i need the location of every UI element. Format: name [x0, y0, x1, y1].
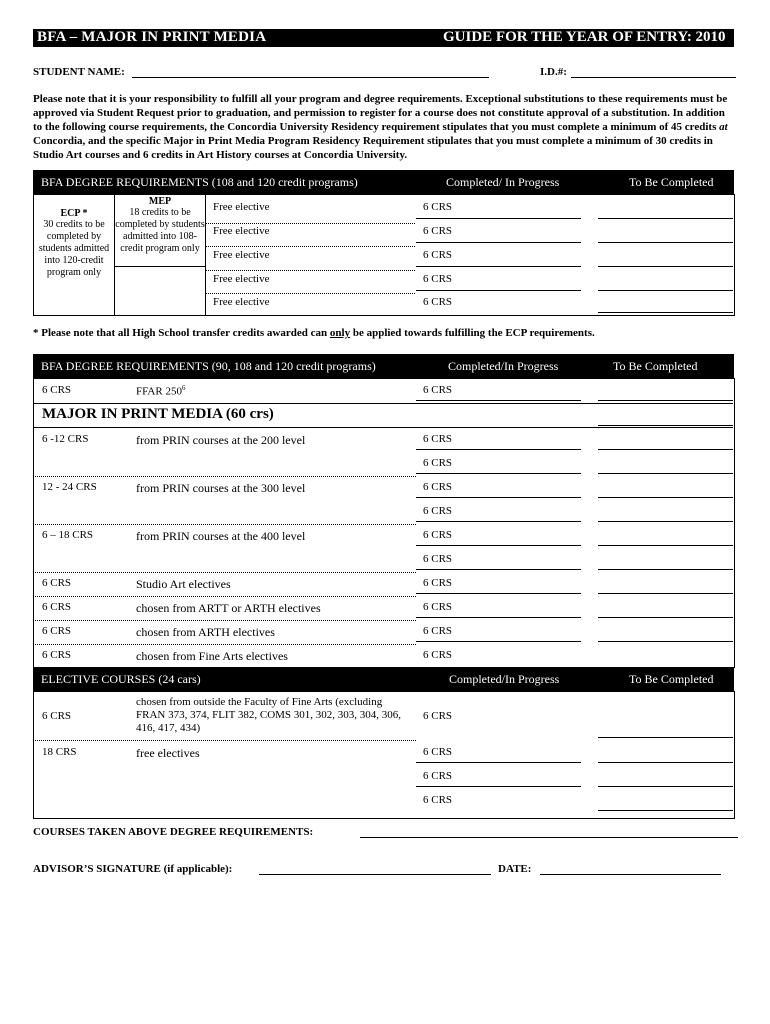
- date-field[interactable]: [540, 874, 721, 875]
- row-completed-credits: 6 CRS: [423, 794, 453, 806]
- to-be-completed-line[interactable]: [598, 400, 733, 401]
- row-credits: 6 CRS: [42, 625, 72, 637]
- row-separator: [33, 596, 416, 597]
- row-separator: [205, 223, 415, 224]
- row-completed-credits: 6 CRS: [423, 433, 453, 445]
- page-title: BFA – MAJOR IN PRINT MEDIA: [37, 29, 267, 45]
- electives-title: ELECTIVE COURSES (24 cars): [41, 672, 201, 686]
- row-completed-credits: 6 CRS: [423, 710, 453, 722]
- row-completed-credits: 6 CRS: [423, 649, 453, 661]
- section1-header: [33, 170, 734, 194]
- row-completed-credits: 6 CRS: [423, 577, 453, 589]
- group-description: from PRIN courses at the 400 level: [136, 529, 306, 543]
- row-completed-credits: 6 CRS: [423, 601, 453, 613]
- row-separator: [205, 293, 415, 294]
- electives-completed-col: Completed/In Progress: [449, 672, 560, 686]
- row-credits: 6 CRS: [423, 225, 453, 237]
- student-id-label: I.D.#:: [540, 66, 567, 78]
- mep-border: [115, 266, 205, 267]
- to-be-completed-line[interactable]: [598, 266, 733, 267]
- to-be-completed-line[interactable]: [598, 425, 733, 426]
- completed-line[interactable]: [416, 266, 581, 267]
- to-be-completed-line[interactable]: [598, 521, 733, 522]
- section1-tobe-col: To Be Completed: [629, 175, 714, 189]
- to-be-completed-line[interactable]: [598, 737, 733, 738]
- row-completed-credits: 6 CRS: [423, 384, 453, 396]
- row-completed-credits: 6 CRS: [423, 553, 453, 565]
- completed-line[interactable]: [416, 290, 581, 291]
- student-name-label: STUDENT NAME:: [33, 66, 125, 78]
- to-be-completed-line[interactable]: [598, 242, 733, 243]
- title-bar: [33, 29, 734, 47]
- row-credits: 6 CRS: [423, 296, 453, 308]
- section1-completed-col: Completed/ In Progress: [446, 175, 560, 189]
- student-id-field[interactable]: [571, 77, 736, 78]
- ecp-title: ECP *: [60, 208, 88, 219]
- row-credits: 6 CRS: [423, 249, 453, 261]
- group-description: from PRIN courses at the 300 level: [136, 481, 306, 495]
- to-be-completed-line[interactable]: [598, 290, 733, 291]
- to-be-completed-line[interactable]: [598, 449, 733, 450]
- completed-line[interactable]: [416, 641, 581, 642]
- row-course: Free elective: [213, 225, 270, 237]
- row-description: Studio Art electives: [136, 577, 231, 591]
- row-separator: [33, 403, 733, 404]
- mep-description: 18 credits to be completed by students admitted into 108-credit program only: [115, 207, 205, 254]
- group-description: from PRIN courses at the 200 level: [136, 433, 306, 447]
- row-separator: [33, 620, 416, 621]
- row-description: free electives: [136, 746, 200, 760]
- student-name-field[interactable]: [132, 77, 489, 78]
- to-be-completed-line[interactable]: [598, 641, 733, 642]
- section2-title: BFA DEGREE REQUIREMENTS (90, 108 and 120 credit programs): [41, 359, 376, 373]
- row-description: chosen from ARTT or ARTH electives: [136, 601, 321, 615]
- to-be-completed-line[interactable]: [598, 497, 733, 498]
- row-credits: 6 CRS: [42, 649, 72, 661]
- row-completed-credits: 6 CRS: [423, 529, 453, 541]
- high-school-note: * Please note that all High School transfer credits awarded can only be applied towards fulfilling the ECP requirements.: [33, 327, 595, 339]
- completed-line[interactable]: [416, 449, 581, 450]
- guide-year-title: GUIDE FOR THE YEAR OF ENTRY: 2010: [443, 29, 726, 45]
- row-separator: [33, 524, 416, 525]
- group-credits: 6 -12 CRS: [42, 433, 89, 445]
- to-be-completed-line[interactable]: [598, 810, 733, 811]
- row-description: chosen from outside the Faculty of Fine Arts (excluding FRAN 373, 374, FLIT 382, COMS 301, 302, 303, 304, 306, 416, 417, 434): [136, 696, 402, 734]
- to-be-completed-line[interactable]: [598, 312, 733, 313]
- row-description: chosen from Fine Arts electives: [136, 649, 288, 663]
- row-credits: 6 CRS: [42, 384, 72, 396]
- row-credits: 6 CRS: [42, 601, 72, 613]
- to-be-completed-line[interactable]: [598, 218, 733, 219]
- row-separator: [33, 572, 416, 573]
- row-separator: [33, 740, 416, 741]
- to-be-completed-line[interactable]: [598, 569, 733, 570]
- section1-divider: [205, 194, 206, 315]
- completed-line[interactable]: [416, 617, 581, 618]
- advisor-signature-field[interactable]: [259, 874, 491, 875]
- section2-header: [33, 354, 734, 378]
- electives-tobe-col: To Be Completed: [629, 672, 714, 686]
- mep-title: MEP: [148, 196, 172, 207]
- row-course: Free elective: [213, 273, 270, 285]
- electives-header: [33, 667, 734, 691]
- advisor-signature-label: ADVISOR’S SIGNATURE (if applicable):: [33, 863, 233, 875]
- row-separator: [205, 270, 415, 271]
- date-label: DATE:: [498, 863, 532, 875]
- completed-line[interactable]: [416, 545, 581, 546]
- section1-title: BFA DEGREE REQUIREMENTS (108 and 120 credit programs): [41, 175, 358, 189]
- row-completed-credits: 6 CRS: [423, 481, 453, 493]
- row-separator: [33, 427, 733, 428]
- completed-line[interactable]: [416, 786, 581, 787]
- row-completed-credits: 6 CRS: [423, 505, 453, 517]
- row-credits: 18 CRS: [42, 746, 77, 758]
- responsibility-note: Please note that it is your responsibility to fulfill all your program and degree requirements. Exceptional substitutions to these requirements must be approved via Student Request prior to graduation, and permission to register for a course does not constitute approval of a substitution. In addition to the following course requirements, the Concordia University Residency requirement stipulates that you must complete a minimum of 45 credits at Concordia, and the specific Major in Print Media Program Residency Requirement stipulates that you must complete a minimum of 30 credits in Studio Art courses and 6 credits in Art History courses at Concordia University.: [33, 93, 728, 161]
- group-credits: 12 - 24 CRS: [42, 481, 97, 493]
- row-separator: [33, 644, 416, 645]
- row-separator: [205, 246, 415, 247]
- row-credits: 6 CRS: [423, 201, 453, 213]
- to-be-completed-line[interactable]: [598, 593, 733, 594]
- row-completed-credits: 6 CRS: [423, 625, 453, 637]
- completed-line[interactable]: [416, 569, 581, 570]
- row-completed-credits: 6 CRS: [423, 457, 453, 469]
- section2-tobe-col: To Be Completed: [613, 359, 698, 373]
- completed-line[interactable]: [416, 593, 581, 594]
- completed-line[interactable]: [416, 242, 581, 243]
- completed-line[interactable]: [416, 497, 581, 498]
- ecp-description: 30 credits to be completed by students admitted into 120-credit program only: [38, 219, 110, 278]
- completed-line[interactable]: [416, 762, 581, 763]
- mep-cell: [115, 196, 205, 266]
- row-credits: 6 CRS: [42, 710, 72, 722]
- row-description: chosen from ARTH electives: [136, 625, 275, 639]
- to-be-completed-line[interactable]: [598, 786, 733, 787]
- row-course: Free elective: [213, 249, 270, 261]
- row-course: Free elective: [213, 296, 270, 308]
- to-be-completed-line[interactable]: [598, 762, 733, 763]
- completed-line[interactable]: [416, 521, 581, 522]
- completed-line[interactable]: [416, 473, 581, 474]
- to-be-completed-line[interactable]: [598, 617, 733, 618]
- row-credits: 6 CRS: [42, 577, 72, 589]
- group-credits: 6 – 18 CRS: [42, 529, 94, 541]
- row-completed-credits: 6 CRS: [423, 770, 453, 782]
- row-course: FFAR $250^6$: [136, 384, 186, 398]
- row-completed-credits: 6 CRS: [423, 746, 453, 758]
- major-title: MAJOR IN PRINT MEDIA (60 crs): [42, 406, 274, 422]
- ecp-cell: [34, 208, 114, 279]
- courses-above-field[interactable]: [360, 837, 738, 838]
- to-be-completed-line[interactable]: [598, 545, 733, 546]
- row-separator: [33, 476, 416, 477]
- section2-completed-col: Completed/In Progress: [448, 359, 559, 373]
- courses-above-label: COURSES TAKEN ABOVE DEGREE REQUIREMENTS:: [33, 826, 314, 838]
- completed-line[interactable]: [416, 218, 581, 219]
- to-be-completed-line[interactable]: [598, 473, 733, 474]
- completed-line[interactable]: [416, 400, 581, 401]
- row-course: Free elective: [213, 201, 270, 213]
- row-credits: 6 CRS: [423, 273, 453, 285]
